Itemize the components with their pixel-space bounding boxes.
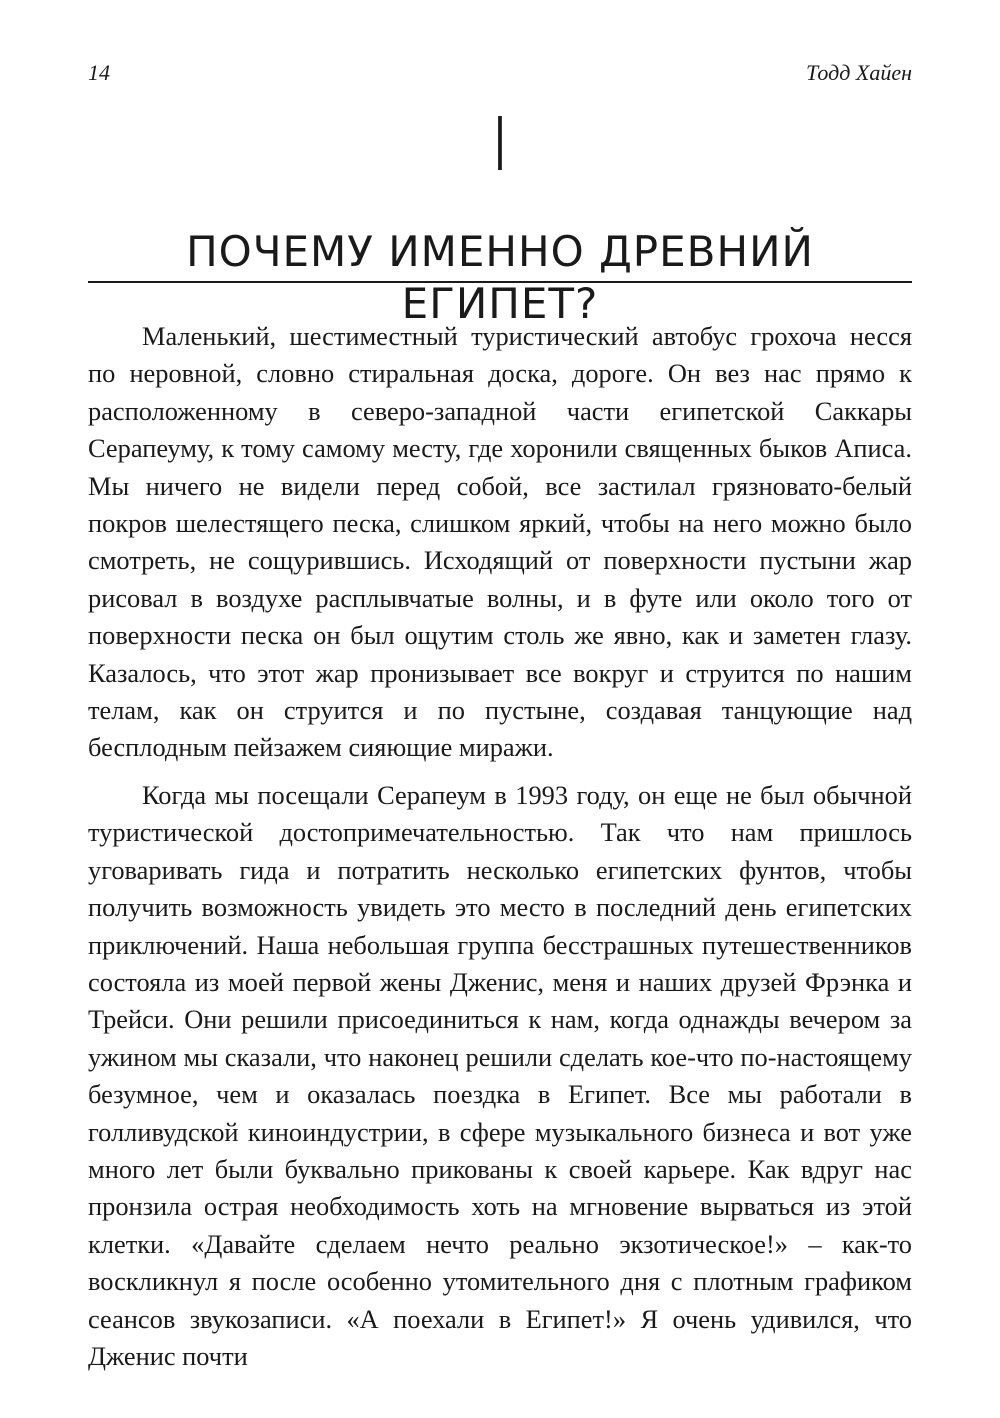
- running-header-author: Тодд Хайен: [805, 60, 912, 85]
- paragraph: Маленький, шестиместный туристический автобус грохоча несся по неровной, словно стиральная доска, дороге. Он вез нас прямо к расположенному в северо-западной части египетской Саккары Серапеуму, к тому самому месту, где хоронили священных быков Аписа. Мы ничего не видели перед собой, все застилал грязновато-белый покров шелестящего песка, слишком яркий, чтобы на него можно было смотреть, не сощурившись. Исходящий от поверхности пустыни жар рисовал в воздухе расплывчатые волны, и в футе или около того от поверхности песка он был ощутим столь же явно, как и заметен глазу. Казалось, что этот жар пронизывает все вокруг и струится по нашим телам, как он струится и по пустыне, создавая танцующие над бесплодным пейзажем сияющие миражи.: [88, 321, 912, 763]
- page-number: 14: [88, 60, 110, 85]
- paragraph: Когда мы посещали Серапеум в 1993 году, он еще не был обычной туристической достопримечательностью. Так что нам пришлось уговаривать гида и потратить несколько египетских фунтов, чтобы получить возможность увидеть это место в последний день египетских приключений. Наша небольшая группа бесстрашных путешественников состояла из моей первой жены Дженис, меня и наших друзей Фрэнка и Трейси. Они решили присоединиться к нам, когда однажды вечером за ужином мы сказали, что наконец решили сделать кое-что по-настоящему безумное, чем и оказалась поездка в Египет. Все мы работали в голливудской киноиндустрии, в сфере музыкального бизнеса и вот уже много лет были буквально прикованы к своей карьере. Как вдруг нас пронзила острая необходимость хоть на мгновение вырваться из этой клетки. «Давайте сделаем нечто реально экзотическое!» – как-то воскликнул я после особенно утомительного дня с плотным графиком сеансов звукозаписи. «А поехали в Египет!» Я очень удивился, что Дженис почти: [88, 779, 912, 1371]
- chapter-title: ПОЧЕМУ ИМЕННО ДРЕВНИЙ ЕГИПЕТ?: [186, 227, 814, 328]
- running-header: [88, 60, 912, 90]
- chapter-number: I: [489, 102, 511, 188]
- body-text: [88, 318, 912, 1385]
- title-rule: [88, 281, 912, 283]
- book-page: [88, 0, 912, 1418]
